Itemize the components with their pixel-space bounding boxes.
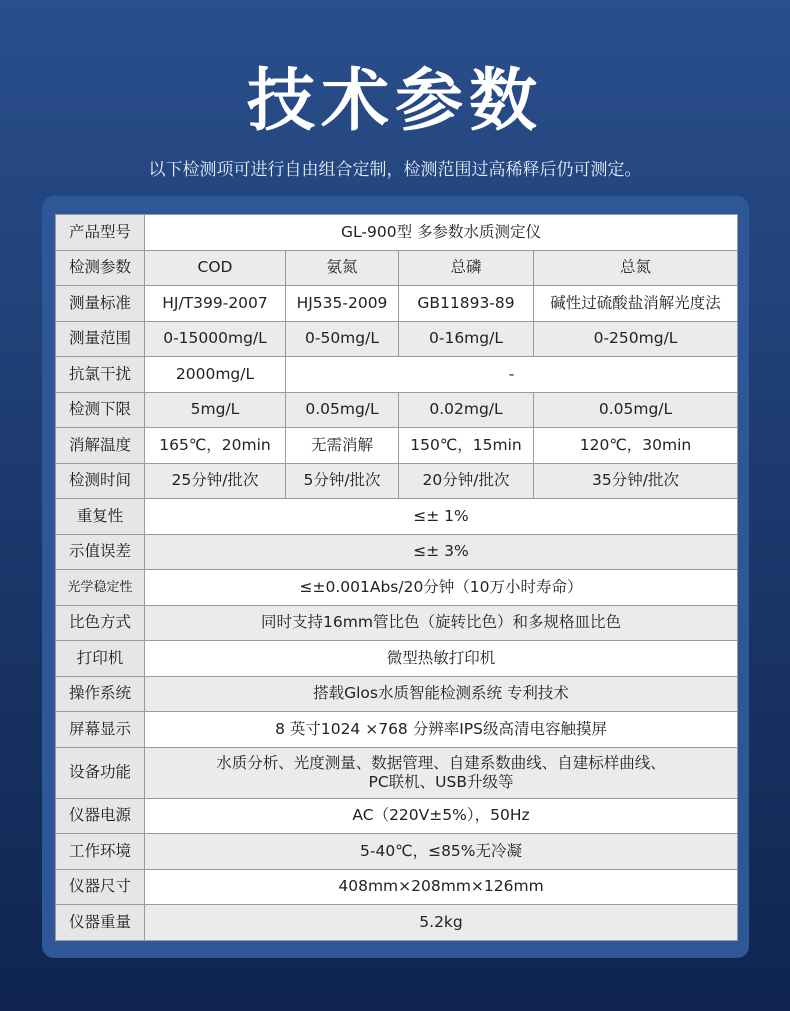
row-label: 比色方式: [56, 605, 145, 641]
cell-value: 165℃，20min: [145, 428, 286, 464]
cell-value: 2000mg/L: [145, 357, 286, 393]
cell-value: HJ535-2009: [286, 286, 399, 322]
row-label: 设备功能: [56, 747, 145, 798]
cell-value: 8 英寸1024 ×768 分辨率IPS级高清电容触摸屏: [145, 712, 738, 748]
cell-value: 总氮: [534, 250, 738, 286]
page-subtitle: 以下检测项可进行自由组合定制，检测范围过高稀释后仍可测定。: [148, 160, 642, 180]
row-label: 消解温度: [56, 428, 145, 464]
row-label: 检测下限: [56, 392, 145, 428]
cell-value: 0.05mg/L: [534, 392, 738, 428]
row-label: 抗氯干扰: [56, 357, 145, 393]
cell-value: GL-900型 多参数水质测定仪: [145, 215, 738, 251]
cell-value: ≤± 3%: [145, 534, 738, 570]
row-label: 工作环境: [56, 834, 145, 870]
cell-value: 微型热敏打印机: [145, 641, 738, 677]
cell-value: -: [286, 357, 738, 393]
row-label: 测量范围: [56, 321, 145, 357]
table-row-time: [56, 463, 738, 499]
cell-value: 碱性过硫酸盐消解光度法: [534, 286, 738, 322]
row-label: 检测参数: [56, 250, 145, 286]
row-label: 示值误差: [56, 534, 145, 570]
table-row-error: [56, 534, 738, 570]
table-row-limit: [56, 392, 738, 428]
table-row-functions: [56, 747, 738, 798]
table-row-repeat: [56, 499, 738, 535]
cell-value: 0-16mg/L: [399, 321, 534, 357]
table-row-model: [56, 215, 738, 251]
cell-value: 0.05mg/L: [286, 392, 399, 428]
cell-value: 5.2kg: [145, 905, 738, 941]
cell-value: 25分钟/批次: [145, 463, 286, 499]
table-row-digestion: [56, 428, 738, 464]
cell-value: 35分钟/批次: [534, 463, 738, 499]
cell-value: 0.02mg/L: [399, 392, 534, 428]
cell-value: ≤± 1%: [145, 499, 738, 535]
cell-value: 120℃，30min: [534, 428, 738, 464]
row-label: 打印机: [56, 641, 145, 677]
row-label: 测量标准: [56, 286, 145, 322]
table-row-weight: [56, 905, 738, 941]
row-label: 仪器尺寸: [56, 869, 145, 905]
cell-value: 5-40℃，≤85%无冷凝: [145, 834, 738, 870]
cell-value: 5mg/L: [145, 392, 286, 428]
cell-value: 同时支持16mm管比色（旋转比色）和多规格皿比色: [145, 605, 738, 641]
cell-value: COD: [145, 250, 286, 286]
cell-value: 搭载Glos水质智能检测系统 专利技术: [145, 676, 738, 712]
table-row-stability: [56, 570, 738, 606]
cell-value: 0-50mg/L: [286, 321, 399, 357]
table-row-colorimetric: [56, 605, 738, 641]
cell-value-multiline: [145, 747, 738, 798]
cell-value: 0-15000mg/L: [145, 321, 286, 357]
row-label: 重复性: [56, 499, 145, 535]
cell-value: 408mm×208mm×126mm: [145, 869, 738, 905]
row-label: 光学稳定性: [56, 570, 145, 606]
row-label: 屏幕显示: [56, 712, 145, 748]
cell-value: GB11893-89: [399, 286, 534, 322]
table-row-range: [56, 321, 738, 357]
table-row-printer: [56, 641, 738, 677]
table-row-screen: [56, 712, 738, 748]
row-label: 产品型号: [56, 215, 145, 251]
table-row-env: [56, 834, 738, 870]
cell-value: ≤±0.001Abs/20分钟（10万小时寿命）: [145, 570, 738, 606]
table-row-standard: [56, 286, 738, 322]
page-title: 技术参数: [246, 62, 543, 141]
cell-value: AC（220V±5%），50Hz: [145, 798, 738, 834]
table-row-chlorine: [56, 357, 738, 393]
table-row-os: [56, 676, 738, 712]
spec-table: [55, 214, 738, 941]
cell-value: 0-250mg/L: [534, 321, 738, 357]
table-row-power: [56, 798, 738, 834]
cell-value: 150℃，15min: [399, 428, 534, 464]
table-row-size: [56, 869, 738, 905]
row-label: 操作系统: [56, 676, 145, 712]
cell-line: PC联机、USB升级等: [368, 772, 514, 791]
row-label: 仪器重量: [56, 905, 145, 941]
row-label: 仪器电源: [56, 798, 145, 834]
cell-value: 20分钟/批次: [399, 463, 534, 499]
table-row-params: [56, 250, 738, 286]
cell-line: 水质分析、光度测量、数据管理、自建系数曲线、自建标样曲线、: [216, 753, 666, 772]
cell-value: 总磷: [399, 250, 534, 286]
row-label: 检测时间: [56, 463, 145, 499]
cell-value: 无需消解: [286, 428, 399, 464]
cell-value: 5分钟/批次: [286, 463, 399, 499]
cell-value: 氨氮: [286, 250, 399, 286]
cell-value: HJ/T399-2007: [145, 286, 286, 322]
